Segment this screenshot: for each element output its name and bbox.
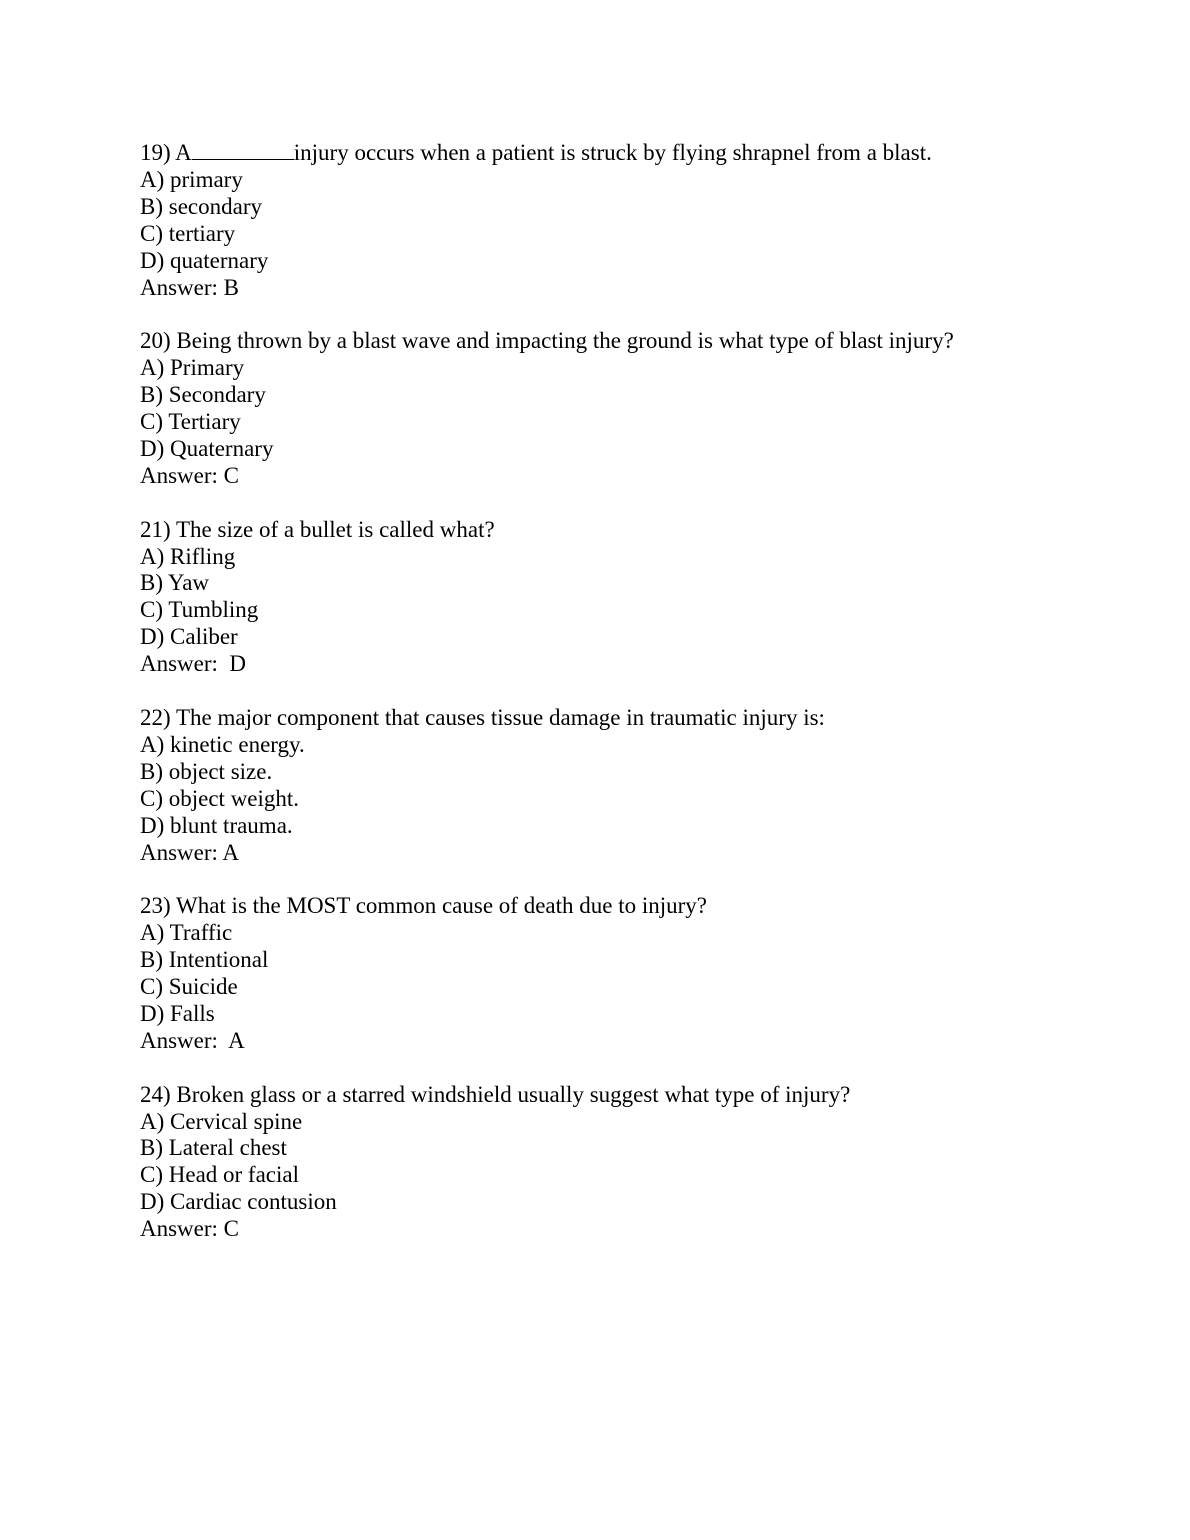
answer: Answer: A	[140, 839, 240, 865]
option-d: D) Caliber	[140, 624, 238, 650]
question-stem: 21) The size of a bullet is called what?	[140, 516, 495, 542]
question-21	[140, 517, 954, 678]
question-22	[140, 705, 954, 866]
question-24	[140, 1082, 954, 1243]
question-stem	[140, 140, 954, 167]
question-stem: 24) Broken glass or a starred windshield usually suggest what type of injury?	[140, 1081, 851, 1107]
quiz-document	[140, 140, 954, 1270]
question-20	[140, 328, 954, 489]
option-b: B) Secondary	[140, 382, 266, 408]
question-stem: 22) The major component that causes tissue damage in traumatic injury is:	[140, 704, 825, 730]
option-c: C) tertiary	[140, 220, 236, 246]
option-a: A) primary	[140, 166, 243, 192]
option-a: A) Cervical spine	[140, 1108, 303, 1134]
option-c: C) object weight.	[140, 785, 300, 811]
option-d: D) blunt trauma.	[140, 812, 293, 838]
question-23	[140, 893, 954, 1054]
option-c: C) Head or facial	[140, 1162, 300, 1188]
question-stem: 23) What is the MOST common cause of death due to injury?	[140, 893, 708, 919]
answer: Answer: D	[140, 651, 247, 677]
option-a: A) Primary	[140, 355, 245, 381]
question-stem: 20) Being thrown by a blast wave and impacting the ground is what type of blast injury?	[140, 328, 954, 354]
answer: Answer: B	[140, 274, 240, 300]
option-a: A) Traffic	[140, 920, 233, 946]
option-d: D) Quaternary	[140, 435, 274, 461]
option-b: B) Yaw	[140, 570, 210, 596]
option-b: B) secondary	[140, 193, 262, 219]
option-d: D) Falls	[140, 1000, 215, 1026]
option-b: B) Intentional	[140, 947, 269, 973]
fill-in-blank	[192, 141, 294, 160]
question-19	[140, 140, 954, 301]
answer: Answer: A	[140, 1027, 245, 1053]
option-c: C) Suicide	[140, 974, 238, 1000]
stem-start: 19) A	[140, 140, 192, 165]
option-c: C) Tumbling	[140, 597, 259, 623]
option-a: A) kinetic energy.	[140, 731, 305, 757]
stem-end: injury occurs when a patient is struck by flying shrapnel from a blast.	[293, 140, 932, 165]
answer: Answer: C	[140, 1216, 240, 1242]
option-c: C) Tertiary	[140, 409, 241, 435]
option-b: B) object size.	[140, 758, 273, 784]
option-b: B) Lateral chest	[140, 1135, 287, 1161]
answer: Answer: C	[140, 462, 240, 488]
option-d: D) Cardiac contusion	[140, 1189, 337, 1215]
option-d: D) quaternary	[140, 247, 269, 273]
option-a: A) Rifling	[140, 543, 236, 569]
